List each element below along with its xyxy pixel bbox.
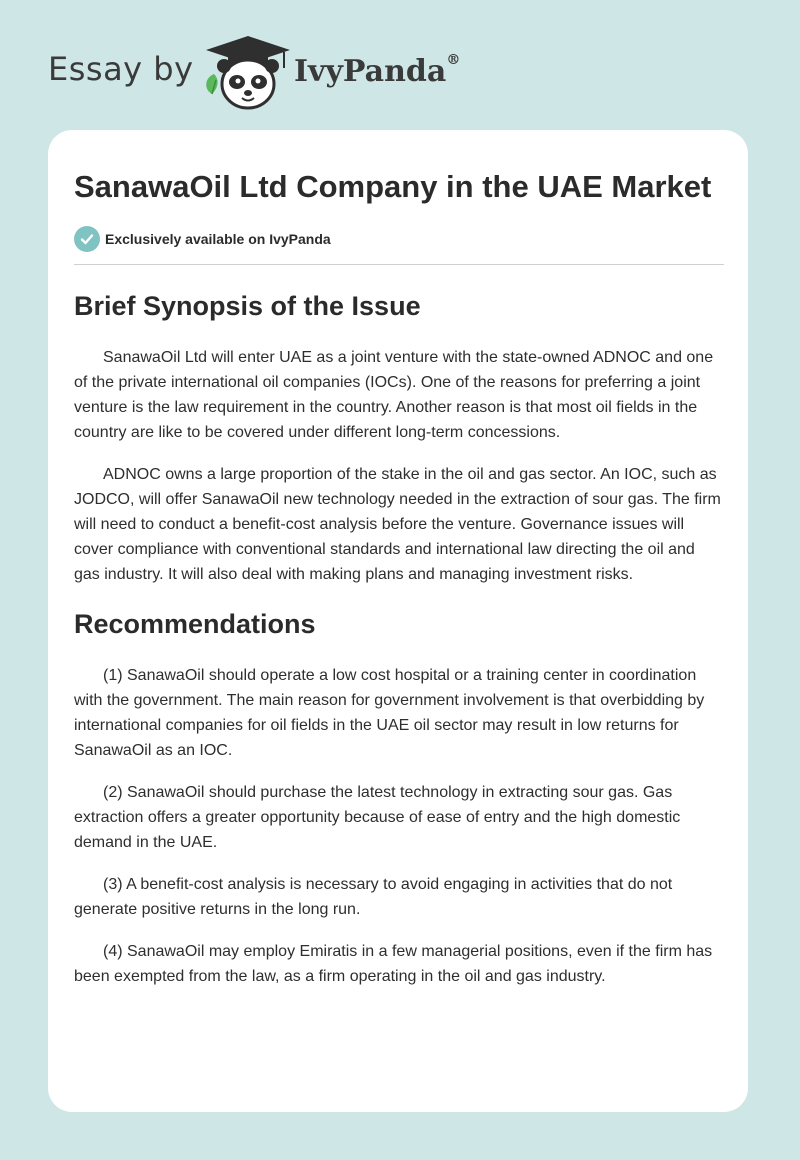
paragraph: ADNOC owns a large proportion of the stake in the oil and gas sector. An IOC, such as JODCO, will offer SanawaOil new technology needed in the extraction of sour gas. The firm will need to conduct a benefit-cost analysis before the venture. Governance issues will cover compliance with conventional standards and international law directing the oil and gas industry. It will also deal with making plans and managing investment risks. xyxy=(74,466,721,583)
page-title: SanawaOil Ltd Company in the UAE Market xyxy=(74,169,712,204)
section-heading-synopsis: Brief Synopsis of the Issue xyxy=(74,291,421,321)
ivypanda-logo-text[interactable] xyxy=(294,54,460,89)
paragraph: (2) SanawaOil should purchase the latest technology in extracting sour gas. Gas extraction offers a greater opportunity because of ease of entry and the high domestic demand in the UAE. xyxy=(74,784,681,851)
check-icon xyxy=(74,226,100,252)
registered-mark: ® xyxy=(446,52,461,68)
panda-graduate-icon[interactable] xyxy=(200,34,296,110)
exclusive-badge xyxy=(74,225,724,253)
site-header xyxy=(0,0,800,125)
paragraph: (4) SanawaOil may employ Emiratis in a few managerial positions, even if the firm has been exempted from the law, as a firm operating in the oil and gas industry. xyxy=(74,943,713,985)
exclusive-badge-label: Exclusively available on IvyPanda xyxy=(105,231,331,247)
essay-by-label: Essay by xyxy=(48,50,194,88)
paragraph: SanawaOil Ltd will enter UAE as a joint venture with the state-owned ADNOC and one of the private international oil companies (IOCs). One of the reasons for preferring a joint venture is the law requirement in the country. Another reason is that most oil fields in the country are like to be covered under different long-term concessions. xyxy=(74,349,714,441)
essay-card xyxy=(48,130,748,1112)
essay-content xyxy=(74,166,724,989)
section-heading-recommendations: Recommendations xyxy=(74,609,316,639)
divider xyxy=(74,264,724,265)
brand-name: IvyPanda xyxy=(294,54,447,89)
paragraph: (1) SanawaOil should operate a low cost hospital or a training center in coordination with the government. The main reason for government involvement is that overbidding by international companies for oil fields in the UAE oil sector may result in low returns for SanawaOil as an IOC. xyxy=(74,667,705,759)
paragraph: (3) A benefit-cost analysis is necessary to avoid engaging in activities that do not generate positive returns in the long run. xyxy=(74,876,673,918)
